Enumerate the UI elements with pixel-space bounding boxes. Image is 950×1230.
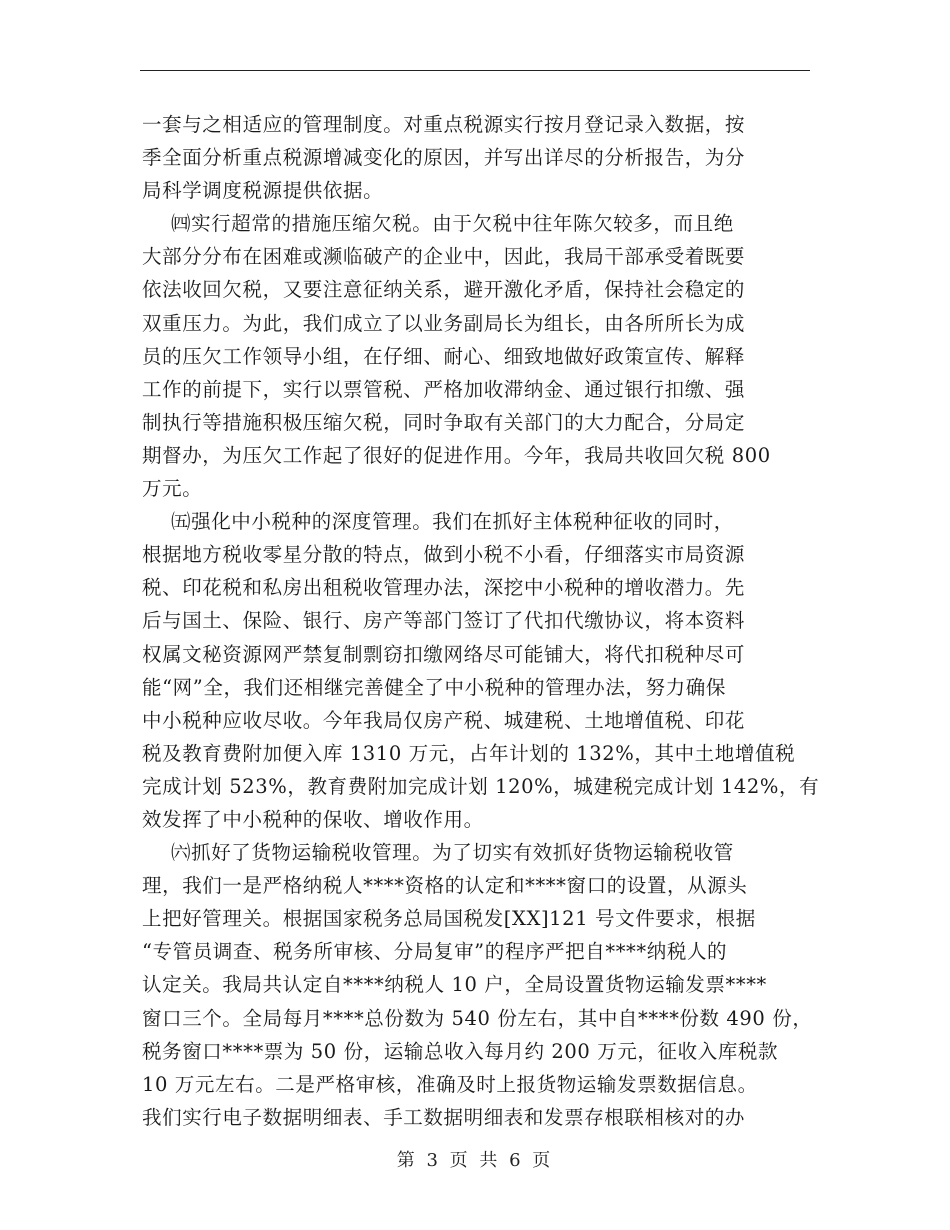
text-line: 大部分分布在困难或濒临破产的企业中，因此，我局干部承受着既要 [142, 245, 746, 269]
text-line: 工作的前提下，实行以票管税、严格加收滞纳金、通过银行扣缴、强 [142, 377, 746, 401]
document-body [142, 108, 820, 1134]
page-number: 第 3 页 共 6 页 [396, 1150, 554, 1171]
text-line: 依法收回欠税，又要注意征纳关系，避开激化矛盾，保持社会稳定的 [142, 278, 746, 302]
text-line: 我们实行电子数据明细表、手工数据明细表和发票存根联相核对的办 [142, 1105, 746, 1129]
text-line: 员的压欠工作领导小组，在仔细、耐心、细致地做好政策宣传、解释 [142, 344, 746, 368]
text-line: 认定关。我局共认定自****纳税人 10 户，全局设置货物运输发票**** [142, 973, 767, 997]
header-rule [140, 70, 810, 71]
text-line: ㈤强化中小税种的深度管理。我们在抓好主体税种征收的同时， [171, 510, 734, 534]
text-line: 上把好管理关。根据国家税务总局国税发[XX]121 号文件要求，根据 [142, 907, 756, 931]
text-line: 窗口三个。全局每月****总份数为 540 份左右，其中自****份数 490 份， [142, 1006, 813, 1030]
text-line: 季全面分析重点税源增减变化的原因，并写出详尽的分析报告，为分 [142, 146, 746, 170]
text-line: 效发挥了中小税种的保收、增收作用。 [142, 807, 484, 831]
text-line: 双重压力。为此，我们成立了以业务副局长为组长，由各所所长为成 [142, 311, 746, 335]
text-line: 完成计划 523%，教育费附加完成计划 120%，城建税完成计划 142%，有 [142, 774, 820, 798]
text-line: 10 万元左右。二是严格审核，准确及时上报货物运输发票数据信息。 [142, 1072, 758, 1096]
text-line: ㈣实行超常的措施压缩欠税。由于欠税中往年陈欠较多，而且绝 [171, 212, 734, 236]
text-line: 一套与之相适应的管理制度。对重点税源实行按月登记录入数据，按 [142, 113, 746, 136]
text-line: 万元。 [142, 477, 203, 501]
text-line: 局科学调度税源提供依据。 [142, 179, 384, 203]
text-line: ㈥抓好了货物运输税收管理。为了切实有效抓好货物运输税收管 [171, 841, 734, 865]
text-line: “专管员调查、税务所审核、分局复审”的程序严把自****纳税人的 [142, 940, 728, 964]
text-line: 根据地方税收零星分散的特点，做到小税不小看，仔细落实市局资源 [142, 543, 746, 567]
text-line: 期督办，为压欠工作起了很好的促进作用。今年，我局共收回欠税 800 [142, 443, 771, 467]
text-line: 权属文秘资源网严禁复制剽窃扣缴网络尽可能铺大，将代扣税种尽可 [142, 642, 746, 666]
text-line: 税及教育费附加便入库 1310 万元，占年计划的 132%，其中土地增值税 [142, 741, 796, 765]
text-line: 制执行等措施积极压缩欠税，同时争取有关部门的大力配合，分局定 [142, 410, 746, 434]
text-line: 税务窗口****票为 50 份，运输总收入每月约 200 万元，征收入库税款 [142, 1039, 779, 1063]
text-line: 税、印花税和私房出租税收管理办法，深挖中小税种的增收潜力。先 [142, 576, 746, 600]
text-line: 后与国土、保险、银行、房产等部门签订了代扣代缴协议，将本资料 [142, 609, 746, 633]
text-line: 中小税种应收尽收。今年我局仅房产税、城建税、土地增值税、印花 [142, 708, 746, 732]
text-line: 能“网”全，我们还相继完善健全了中小税种的管理办法，努力确保 [142, 675, 726, 699]
text-line: 理，我们一是严格纳税人****资格的认定和****窗口的设置，从源头 [142, 874, 748, 898]
